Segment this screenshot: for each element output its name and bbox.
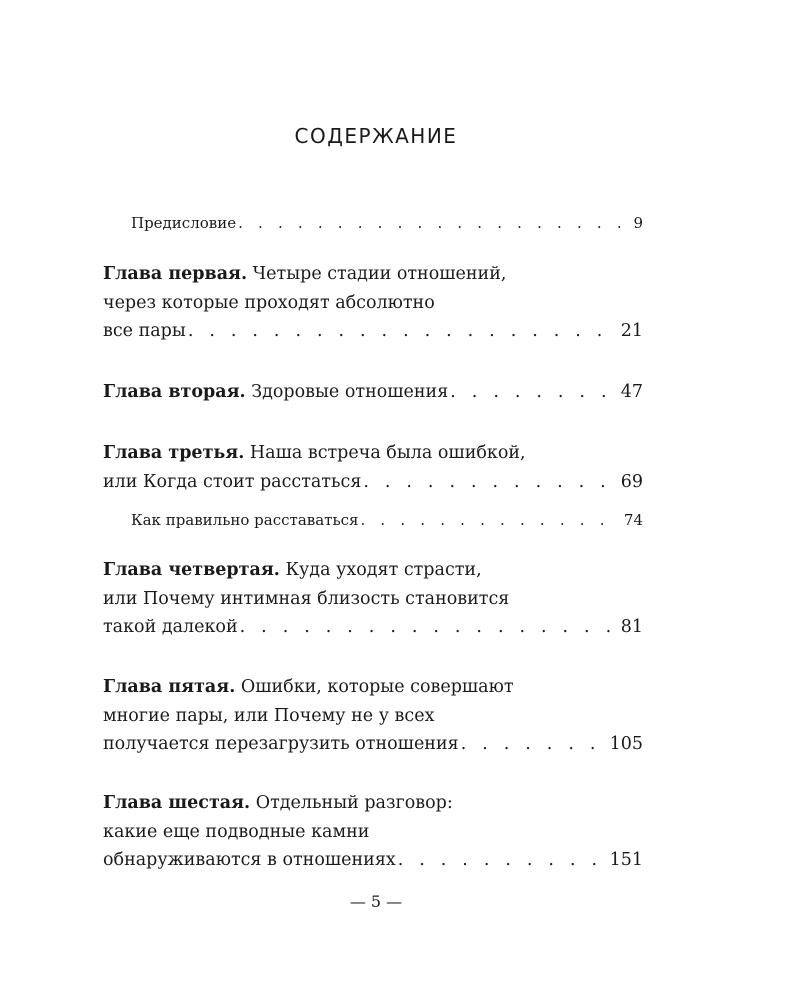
chapter-label: Глава шестая. <box>103 793 251 813</box>
leader-dots <box>188 317 617 346</box>
leader-dots <box>398 846 606 875</box>
toc-entry-subsection[interactable] <box>131 509 643 531</box>
page-number: 47 <box>620 382 643 402</box>
chapter-title-line: такой далекой <box>103 617 238 637</box>
page-number: 21 <box>620 321 643 341</box>
leader-dots <box>360 509 619 531</box>
toc-entry-chapter-5[interactable] <box>103 673 643 759</box>
chapter-label: Глава пятая. <box>103 677 236 697</box>
chapter-label: Глава вторая. <box>103 382 246 402</box>
toc-entry-preface[interactable] <box>131 212 643 234</box>
page-number: 69 <box>620 471 643 492</box>
chapter-label: Глава первая. <box>103 264 248 284</box>
leader-dots <box>240 613 617 642</box>
leader-dots <box>363 468 616 497</box>
chapter-title-line: или Когда стоит расстаться <box>103 471 362 492</box>
toc-entry-chapter-6[interactable] <box>103 789 643 875</box>
toc-entry-chapter-1[interactable] <box>103 260 643 346</box>
page-title: СОДЕРЖАНИЕ <box>294 124 458 148</box>
chapter-label: Глава третья. <box>103 443 245 463</box>
leader-dots <box>238 212 629 234</box>
chapter-title-line: обнаруживаются в отношениях <box>103 850 396 870</box>
chapter-title-line: Здоровые отношения <box>251 382 449 402</box>
chapter-title-line: Куда уходят страсти, <box>285 560 482 580</box>
chapter-title-line: все пары <box>103 321 186 341</box>
chapter-title-line: Отдельный разговор: <box>255 793 453 813</box>
toc-entry-chapter-3[interactable] <box>103 439 643 496</box>
chapter-title-line: какие еще подводные камни <box>103 821 370 842</box>
toc-entry-chapter-4[interactable] <box>103 556 643 642</box>
page-number: 81 <box>620 617 643 637</box>
chapter-title-line: Наша встреча была ошибкой, <box>249 443 526 463</box>
leader-dots <box>450 378 616 407</box>
page-folio: — 5 — <box>349 892 403 911</box>
chapter-title-line: многие пары, или Почему не у всех <box>103 705 435 726</box>
chapter-title-line: или Почему интимная близость становится <box>103 588 510 609</box>
page-number: 74 <box>623 511 643 529</box>
chapter-title-line: через которые проходят абсолютно <box>103 292 435 313</box>
toc-entry-text: Как правильно расставаться <box>131 511 359 529</box>
page-number: 9 <box>633 214 643 232</box>
toc-entry-text: Предисловие <box>131 214 237 232</box>
leader-dots <box>461 730 606 759</box>
page-number: 151 <box>609 850 643 870</box>
chapter-title-line: Ошибки, которые совершают <box>240 677 514 697</box>
toc-entry-chapter-2[interactable] <box>103 378 643 407</box>
chapter-label: Глава четвертая. <box>103 560 280 580</box>
chapter-title-line: получается перезагрузить отношения <box>103 734 459 754</box>
page-number: 105 <box>609 734 643 754</box>
chapter-title-line: Четыре стадии отношений, <box>252 264 507 284</box>
